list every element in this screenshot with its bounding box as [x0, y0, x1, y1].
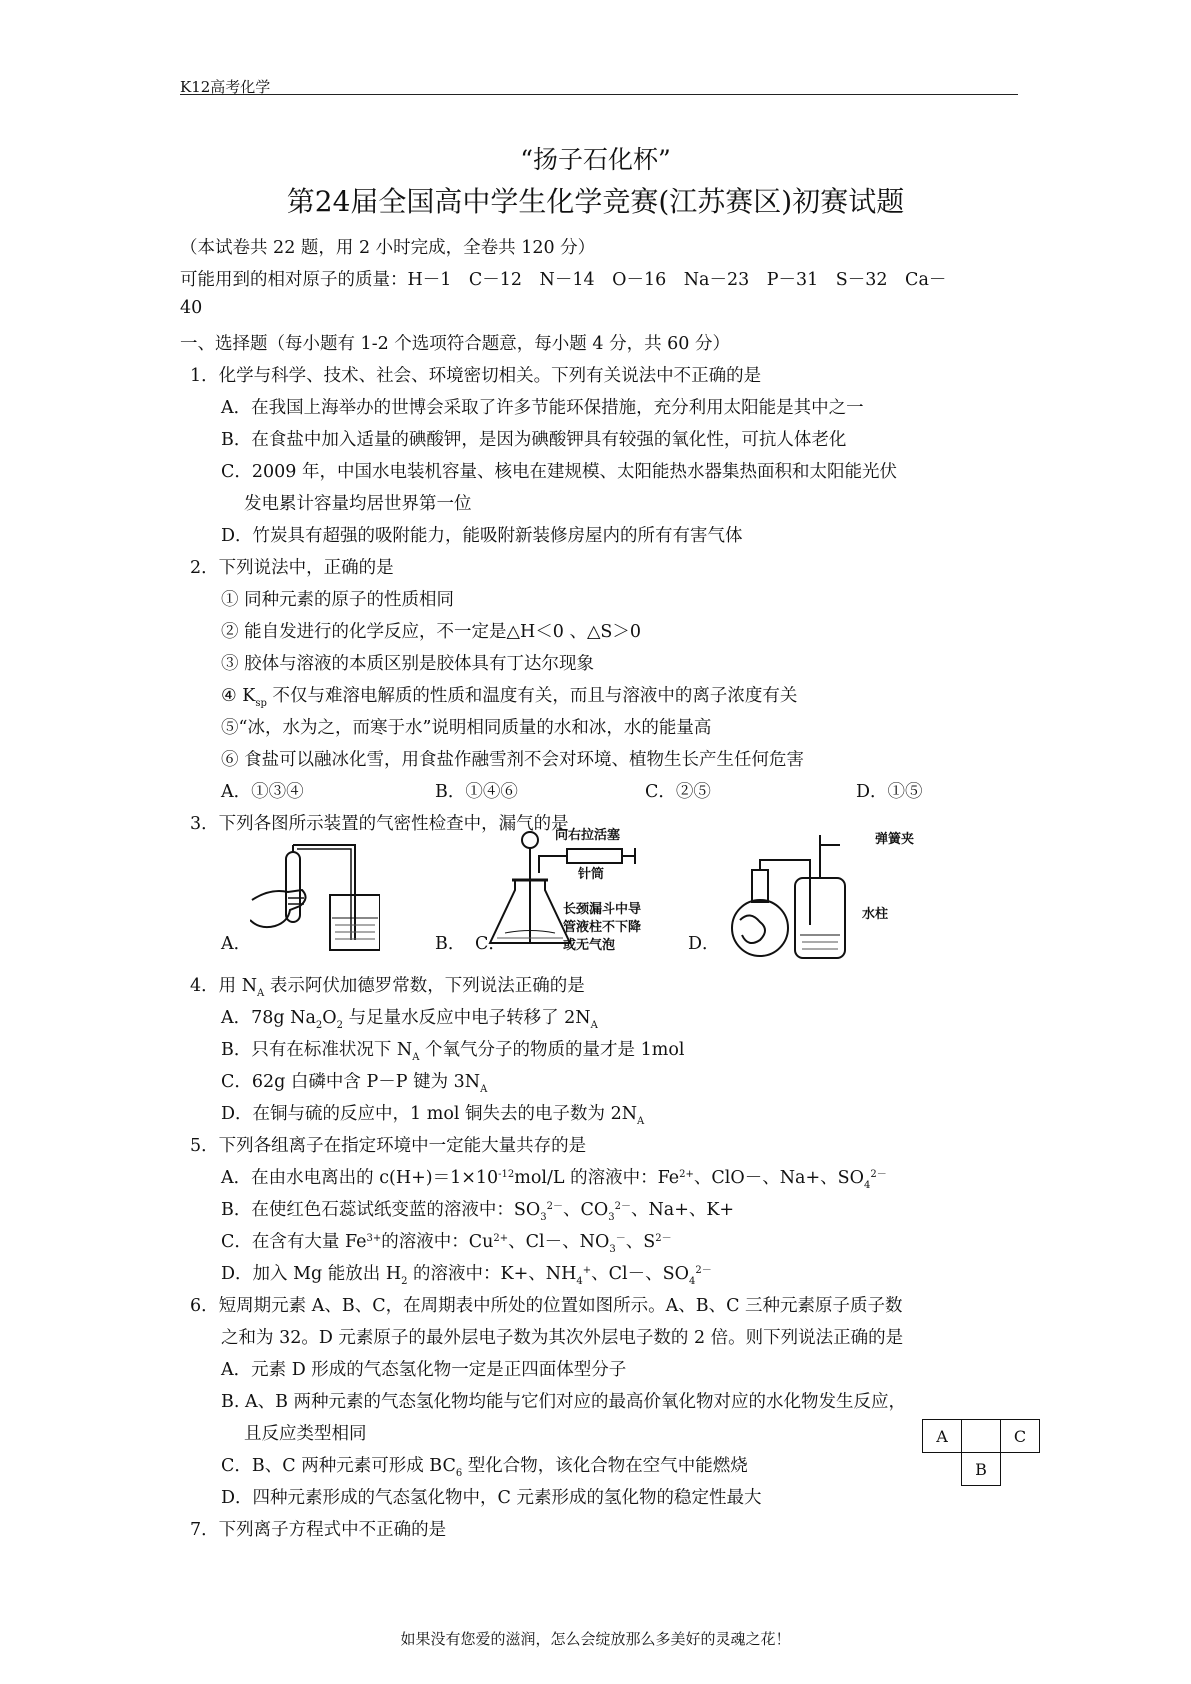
- q1-stem: 1．化学与科学、技术、社会、环境密切相关。下列有关说法中不正确的是: [190, 366, 762, 386]
- label-water-column: 水柱: [862, 907, 889, 922]
- q2-statement-3: ③ 胶体与溶液的本质区别是胶体具有丁达尔现象: [221, 654, 595, 674]
- q2-statement-4: ④ $K_{sp}$ 不仅与难溶电解质的性质和温度有关，而且与溶液中的离子浓度有关: [221, 686, 798, 709]
- q4-option-d: D．在铜与硫的反应中，1 mol 铜失去的电子数为 $2N_A$: [221, 1104, 645, 1127]
- label-piston: 向右拉活塞: [555, 828, 621, 843]
- q6-option-b-cont: 且反应类型相同: [244, 1424, 367, 1444]
- q6-option-a: A．元素 D 形成的气态氢化物一定是正四面体型分子: [221, 1360, 627, 1380]
- q5-option-b: B．在使红色石蕊试纸变蓝的溶液中：$SO_3^{2-}$、$CO_3^{2-}$、Na+、K+: [221, 1200, 735, 1223]
- q2-option-b: B．①④⑥: [435, 782, 518, 802]
- header-label: K12高考化学: [180, 78, 271, 96]
- q4-option-b: B．只有在标准状况下 $N_A$ 个氧气分子的物质的量才是 1mol: [221, 1040, 685, 1063]
- q3-label-b: B．: [435, 934, 466, 954]
- q2-option-d: D．①⑤: [856, 782, 923, 802]
- q2-statement-6: ⑥ 食盐可以融冰化雪，用食盐作融雪剂不会对环境、植物生长产生任何危害: [221, 750, 805, 770]
- q6-option-d: D．四种元素形成的气态氢化物中，C 元素形成的氢化物的稳定性最大: [221, 1488, 762, 1508]
- q6-option-b: B. A、B 两种元素的气态氢化物均能与它们对应的最高价氧化物对应的水化物发生反应，: [221, 1392, 907, 1412]
- header-rule: [180, 94, 1018, 95]
- periodic-position-grid: [922, 1419, 1042, 1487]
- apparatus-a-figure: [250, 840, 380, 955]
- grid-cell-b: B: [961, 1452, 1001, 1486]
- q1-option-a: A．在我国上海举办的世博会采取了许多节能环保措施，充分利用太阳能是其中之一: [221, 398, 864, 418]
- label-clamp: 弹簧夹: [875, 832, 915, 847]
- q2-option-a: A．①③④: [221, 782, 304, 802]
- q6-stem-cont: 之和为 32。D 元素原子的最外层电子数为其次外层电子数的 2 倍。则下列说法正确的是: [221, 1328, 904, 1348]
- q5-option-a: A．在由水电离出的 $c(H+)=1\times 10^{-12}mol/L$ 的溶液中：$Fe^{2+}$、ClO－、Na+、$SO_4^{2-}$: [221, 1168, 887, 1191]
- grid-cell-a: A: [922, 1419, 962, 1453]
- q2-statement-1: ① 同种元素的原子的性质相同: [221, 590, 455, 610]
- section-heading: 一、选择题（每小题有 1-2 个选项符合题意，每小题 4 分，共 60 分）: [180, 334, 730, 354]
- q6-option-c: C．B、C 两种元素可形成 $BC_6$ 型化合物，该化合物在空气中能燃烧: [221, 1456, 748, 1479]
- title-line-1: “扬子石化杯”: [520, 145, 671, 174]
- q3-label-a: A．: [221, 934, 252, 954]
- grid-cell-empty: [961, 1419, 1001, 1453]
- q6-stem: 6．短周期元素 A、B、C，在周期表中所处的位置如图所示。A、B、C 三种元素原子质子数: [190, 1296, 903, 1316]
- q1-option-d: D．竹炭具有超强的吸附能力，能吸附新装修房屋内的所有有害气体: [221, 526, 743, 546]
- footer-text: 如果没有您爱的滋润，怎么会绽放那么多美好的灵魂之花！: [400, 1630, 791, 1648]
- q4-stem: 4．用 $N_A$ 表示阿伏加德罗常数，下列说法正确的是: [190, 976, 585, 999]
- q5-option-d: D．加入 Mg 能放出 $H_2$ 的溶液中：K+、$NH_4^+$、Cl－、$SO_4^{2-}$: [221, 1264, 712, 1287]
- q3-label-d: D．: [688, 934, 720, 954]
- q2-option-c: C．②⑤: [645, 782, 711, 802]
- q1-option-b: B．在食盐中加入适量的碘酸钾，是因为碘酸钾具有较强的氧化性，可抗人体老化: [221, 430, 847, 450]
- label-funnel-2: 管液柱不下降: [563, 920, 642, 935]
- q4-option-a: A．78g $Na_2O_2$ 与足量水反应中电子转移了 $2N_A$: [221, 1008, 598, 1031]
- q7-stem: 7．下列离子方程式中不正确的是: [190, 1520, 447, 1540]
- q2-stem: 2．下列说法中，正确的是: [190, 558, 394, 578]
- grid-cell-c: C: [1000, 1419, 1040, 1453]
- q5-option-c: C．在含有大量 $Fe^{3+}$的溶液中：$Cu^{2+}$、Cl－、$NO_3^-$、$S^{2-}$: [221, 1232, 672, 1255]
- q4-option-c: C．62g 白磷中含 P－P 键为 $3N_A$: [221, 1072, 488, 1095]
- title-line-2: 第24届全国高中学生化学竞赛(江苏赛区)初赛试题: [286, 185, 905, 218]
- label-funnel-1: 长颈漏斗中导: [563, 902, 642, 917]
- q3-stem: 3．下列各图所示装置的气密性检查中，漏气的是: [190, 814, 569, 834]
- label-syringe: 针筒: [578, 867, 605, 882]
- label-funnel-3: 或无气泡: [563, 938, 616, 953]
- q1-option-c: C．2009 年，中国水电装机容量、核电在建规模、太阳能热水器集热面积和太阳能光伏: [221, 462, 897, 482]
- q2-statement-2: ② 能自发进行的化学反应，不一定是△H＜0 、△S＞0: [221, 622, 642, 642]
- q1-option-c-cont: 发电累计容量均居世界第一位: [244, 494, 472, 514]
- exam-note: （本试卷共 22 题，用 2 小时完成，全卷共 120 分）: [180, 238, 596, 258]
- apparatus-d-figure: [730, 830, 860, 965]
- q2-statement-5: ⑤“冰，水为之，而寒于水”说明相同质量的水和冰，水的能量高: [221, 718, 712, 738]
- q3-label-c: C．: [475, 934, 506, 954]
- q5-stem: 5．下列各组离子在指定环境中一定能大量共存的是: [190, 1136, 587, 1156]
- atomic-masses-cont: 40: [180, 298, 203, 318]
- atomic-masses: 可能用到的相对原子的质量：H－1 C－12 N－14 O－16 Na－23 P－31 S－32 Ca－: [180, 270, 947, 290]
